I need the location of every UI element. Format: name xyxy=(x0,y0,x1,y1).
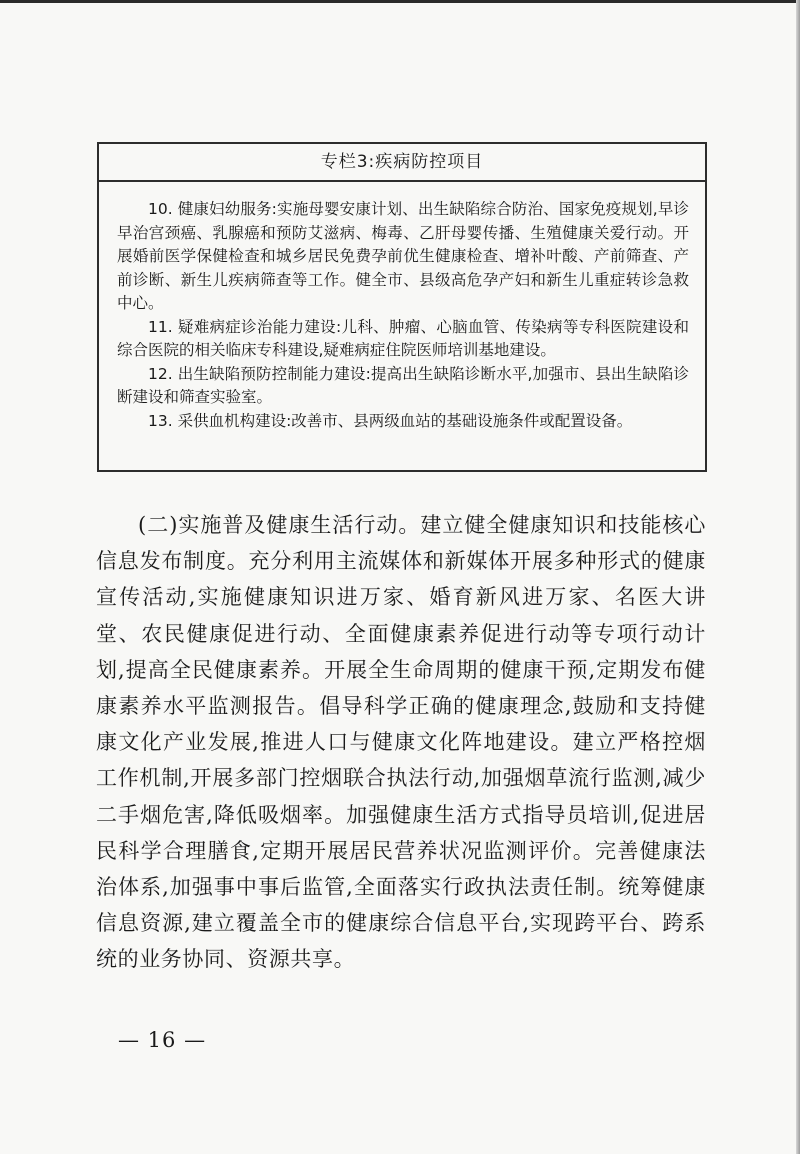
column-box-body xyxy=(99,182,705,433)
column-item-11: 11. 疑难病症诊治能力建设:儿科、肿瘤、心脑血管、传染病等专科医院建设和综合医院的相关临床专科建设,疑难病症住院医师培训基地建设。 xyxy=(117,317,689,359)
page-number: — 16 — xyxy=(118,1028,207,1052)
section-body: 建立健全健康知识和技能核心信息发布制度。充分利用主流媒体和新媒体开展多种形式的健康宣传活动,实施健康知识进万家、婚育新风进万家、名医大讲堂、农民健康促进行动、全面健康素养促进行动等专项行动计划,提高全民健康素养。开展全生命周期的健康干预,定期发布健康素养水平监测报告。倡导科学正确的健康理念,鼓励和支持健康文化产业发展,推进人口与健康文化阵地建设。建立严格控烟工作机制,开展多部门控烟联合执法行动,加强烟草流行监测,减少二手烟危害,降低吸烟率。加强健康生活方式指导员培训,促进居民科学合理膳食,定期开展居民营养状况监测评价。完善健康法治体系,加强事中事后监管,全面落实行政执法责任制。统筹健康信息资源,建立覆盖全市的健康综合信息平台,实现跨平台、跨系统的业务协同、资源共享。 xyxy=(96,513,706,972)
column-box-title: 专栏3:疾病防控项目 xyxy=(99,144,705,182)
section-heading: (二)实施普及健康生活行动。 xyxy=(138,513,421,537)
section-paragraph xyxy=(96,507,706,978)
column-item-13: 13. 采供血机构建设:改善市、县两级血站的基础设施条件或配置设备。 xyxy=(148,411,633,430)
scan-right-edge xyxy=(796,0,800,1154)
column-item-10: 10. 健康妇幼服务:实施母婴安康计划、出生缺陷综合防治、国家免疫规划,早诊早治宫颈癌、乳腺癌和预防艾滋病、梅毒、乙肝母婴传播、生殖健康关爱行动。开展婚前医学保健检查和城乡居民免费孕前优生健康检查、增补叶酸、产前筛查、产前诊断、新生儿疾病筛查等工作。健全市、县级高危孕产妇和新生儿重症转诊急救中心。 xyxy=(117,200,689,312)
column-item-12: 12. 出生缺陷预防控制能力建设:提高出生缺陷诊断水平,加强市、县出生缺陷诊断建设和筛查实验室。 xyxy=(117,364,689,406)
column-box xyxy=(97,142,707,472)
scan-top-border xyxy=(0,0,800,3)
